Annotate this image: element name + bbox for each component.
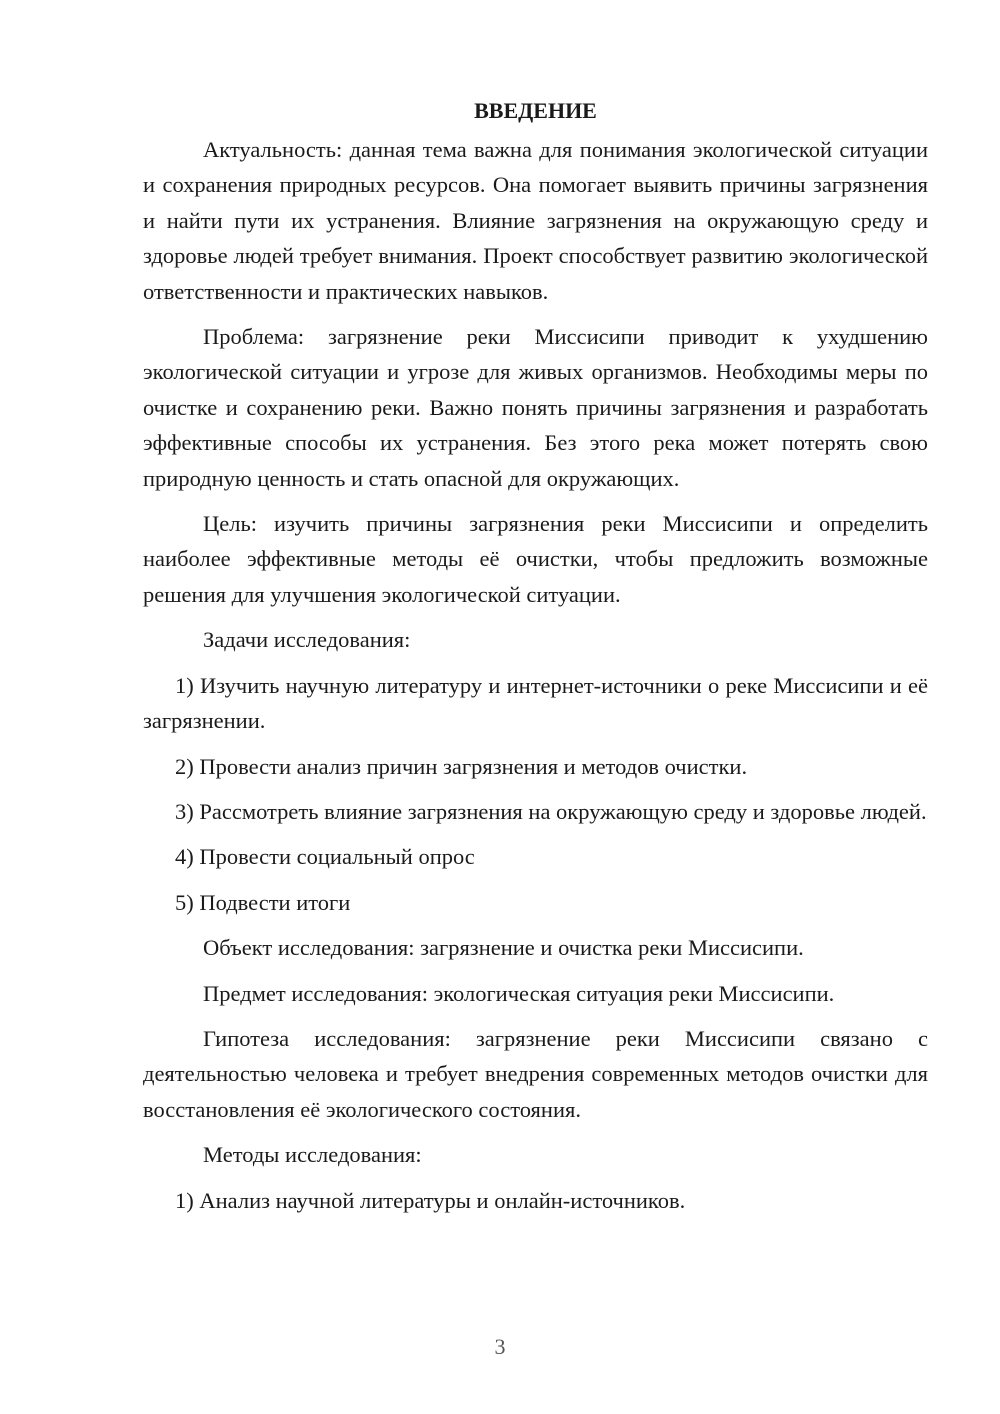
document-page <box>143 94 928 1228</box>
method-item-1: 1) Анализ научной литературы и онлайн-источников. <box>175 1187 686 1213</box>
research-object: Объект исследования: загрязнение и очистка реки Миссисипи. <box>203 935 804 961</box>
task-item-4: 4) Провести социальный опрос <box>175 844 475 870</box>
task-item-1: 1) Изучить научную литературу и интернет-источники о реке Миссисипи и её загрязнении. <box>143 672 928 734</box>
tasks-heading: Задачи исследования: <box>203 627 411 653</box>
research-subject: Предмет исследования: экологическая ситуация реки Миссисипи. <box>203 980 835 1006</box>
task-item-2: 2) Провести анализ причин загрязнения и методов очистки. <box>175 753 748 779</box>
methods-heading: Методы исследования: <box>203 1142 422 1168</box>
relevance-paragraph: Актуальность: данная тема важна для понимания экологической ситуации и сохранения природных ресурсов. Она помогает выявить причины загрязнения и найти пути их устранения. Влияние загрязнения на окружающую среду и здоровье людей требует внимания. Проект способствует развитию экологической ответственности и практических навыков. <box>143 137 928 304</box>
goal-paragraph: Цель: изучить причины загрязнения реки Миссисипи и определить наиболее эффективные методы её очистки, чтобы предложить возможные решения для улучшения экологической ситуации. <box>143 511 928 607</box>
problem-paragraph: Проблема: загрязнение реки Миссисипи приводит к ухудшению экологической ситуации и угрозе для живых организмов. Необходимы меры по очистке и сохранению реки. Важно понять причины загрязнения и разработать эффективные способы их устранения. Без этого река может потерять свою природную ценность и стать опасной для окружающих. <box>143 324 928 491</box>
page-number: 3 <box>494 1334 506 1359</box>
section-title: ВВЕДЕНИЕ <box>474 98 597 123</box>
task-item-5: 5) Подвести итоги <box>175 889 351 915</box>
task-item-3: 3) Рассмотреть влияние загрязнения на окружающую среду и здоровье людей. <box>175 798 927 824</box>
hypothesis-paragraph: Гипотеза исследования: загрязнение реки Миссисипи связано с деятельностью человека и требует внедрения современных методов очистки для восстановления её экологического состояния. <box>143 1025 928 1122</box>
